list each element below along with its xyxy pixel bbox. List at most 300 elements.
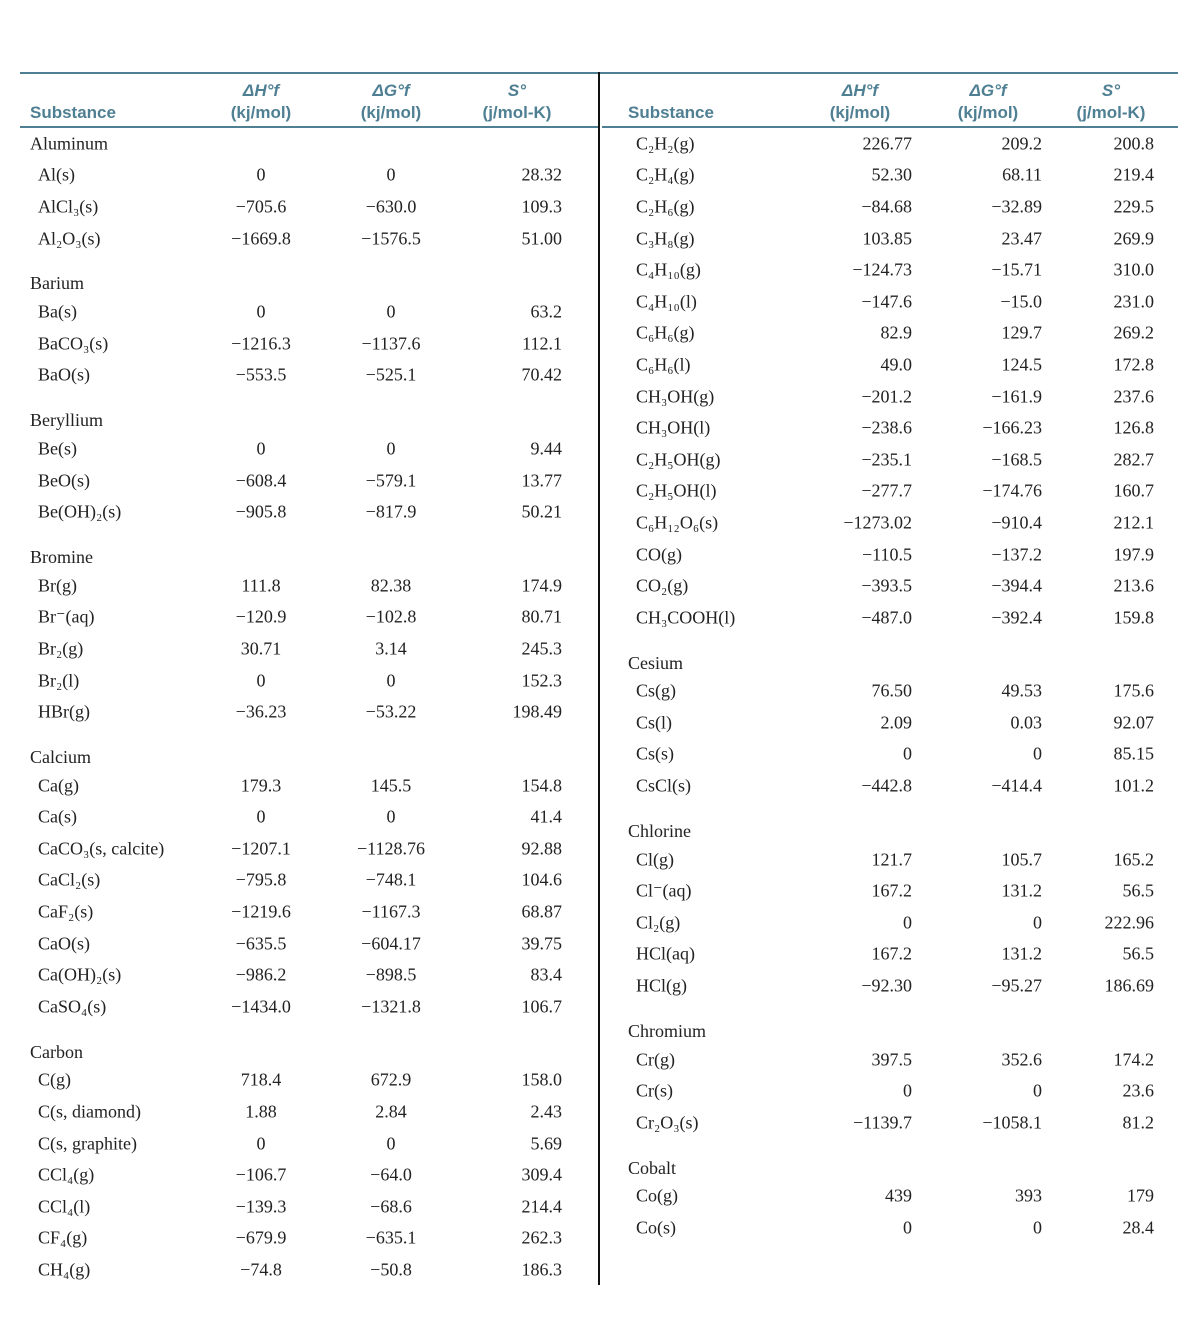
enthalpy-cell: −1216.3 [231,333,291,354]
gibbs-cell: −1167.3 [361,901,421,922]
enthalpy-cell: −795.8 [235,869,287,890]
table-row [602,907,1178,939]
gibbs-cell: −168.5 [991,449,1042,470]
substance-cell: CO₂(g) [636,575,689,596]
enthalpy-cell: −1273.02 [843,512,912,533]
gibbs-cell: 3.14 [375,638,407,659]
table-row [602,444,1178,476]
gibbs-cell: −50.8 [370,1259,412,1280]
substance-cell: C₂H₆(g) [636,196,695,217]
group-heading [20,391,598,433]
gibbs-cell: 0 [386,164,396,185]
entropy-cell: 214.4 [521,1196,562,1217]
entropy-cell: 231.0 [1113,291,1154,312]
table-row [602,844,1178,876]
table-row [602,970,1178,1002]
entropy-cell: 85.15 [1113,743,1154,764]
table-row [602,412,1178,444]
entropy-cell: 222.96 [1104,912,1154,933]
gibbs-cell: −817.9 [365,501,417,522]
enthalpy-cell: 2.09 [880,712,912,733]
table-row [602,1212,1178,1244]
table-row [602,128,1178,160]
header-s [472,80,562,124]
gibbs-cell: 0 [1033,1217,1042,1238]
substance-cell: CaCl₂(s) [38,869,101,890]
substance-cell: HBr(g) [38,701,90,722]
gibbs-cell: 129.7 [1001,322,1042,343]
entropy-cell: 56.5 [1122,880,1154,901]
enthalpy-cell: −92.30 [861,975,912,996]
substance-cell: CH₃OH(g) [636,386,715,407]
table-row [602,1107,1178,1139]
entropy-cell: 213.6 [1113,575,1154,596]
entropy-cell: 23.6 [1122,1080,1154,1101]
table-row [602,939,1178,971]
entropy-cell: 63.2 [530,301,562,322]
table-row [20,1159,598,1191]
table-row [602,1181,1178,1213]
substance-cell: Cr(s) [636,1080,673,1101]
group-heading [602,634,1178,676]
entropy-cell: 104.6 [521,869,562,890]
entropy-cell: 200.8 [1113,133,1154,154]
entropy-cell: 13.77 [521,470,562,491]
gibbs-cell: −1128.76 [357,838,425,859]
entropy-cell: 229.5 [1113,196,1154,217]
entropy-cell: 309.4 [521,1164,562,1185]
gibbs-cell: −579.1 [365,470,417,491]
gibbs-cell: −166.23 [982,417,1042,438]
table-row [602,770,1178,802]
gibbs-cell: −102.8 [365,606,417,627]
substance-cell: C₂H₂(g) [636,133,695,154]
entropy-cell: 269.9 [1113,228,1154,249]
gibbs-cell: −68.6 [370,1196,412,1217]
gibbs-cell: −635.1 [365,1227,417,1248]
gibbs-cell: −910.4 [991,512,1042,533]
gibbs-cell: −1137.6 [361,333,421,354]
substance-cell: C(s, graphite) [38,1133,137,1154]
substance-cell: CaF₂(s) [38,901,94,922]
enthalpy-cell: −74.8 [240,1259,282,1280]
gibbs-cell: −161.9 [991,386,1042,407]
table-row [20,1191,598,1223]
substance-cell: Cs(l) [636,712,672,733]
group-heading-label: Bromine [30,546,93,567]
group-heading-label: Cesium [628,652,684,673]
entropy-cell: 81.2 [1122,1112,1154,1133]
header-dg-unit: (kj/mol) [957,103,1019,122]
table-row [602,707,1178,739]
gibbs-cell: 23.47 [1001,228,1042,249]
gibbs-cell: −32.89 [991,196,1042,217]
substance-cell: BaCO₃(s) [38,333,109,354]
enthalpy-cell: 52.30 [871,164,912,185]
substance-cell: C₆H₆(g) [636,322,695,343]
enthalpy-cell: −905.8 [235,501,287,522]
entropy-cell: 152.3 [521,670,562,691]
enthalpy-cell: 0 [256,670,266,691]
substance-cell: Ba(s) [38,301,77,322]
substance-cell: CH₃OH(l) [636,417,711,438]
table-row [20,833,598,865]
substance-cell: C₂H₅OH(g) [636,449,721,470]
group-heading-label: Calcium [30,746,91,767]
enthalpy-cell: 718.4 [240,1069,282,1090]
entropy-cell: 80.71 [521,606,562,627]
group-heading [20,728,598,770]
enthalpy-cell: −705.6 [235,196,287,217]
group-heading-label: Barium [30,273,84,294]
group-heading [20,528,598,570]
table-row [20,1128,598,1160]
header-dg [340,80,442,124]
entropy-cell: 101.2 [1113,775,1154,796]
entropy-cell: 39.75 [521,933,562,954]
gibbs-cell: 0 [386,301,396,322]
enthalpy-cell: −235.1 [861,449,912,470]
gibbs-cell: 105.7 [1001,849,1042,870]
group-heading [602,802,1178,844]
substance-cell: Br₂(l) [38,670,80,691]
enthalpy-cell: −679.9 [235,1227,287,1248]
substance-cell: C₆H₁₂O₆(s) [636,512,719,533]
table-row [602,539,1178,571]
gibbs-cell: 352.6 [1001,1049,1042,1070]
entropy-cell: 282.7 [1113,449,1154,470]
header-s-unit: (j/mol-K) [1076,103,1146,122]
header-dg-unit: (kj/mol) [360,103,422,122]
header-s [1068,80,1154,124]
entropy-cell: 219.4 [1113,164,1154,185]
substance-cell: Br⁻(aq) [38,606,95,627]
entropy-cell: 68.87 [521,901,562,922]
group-heading-label: Cobalt [628,1157,676,1178]
enthalpy-cell: −110.5 [862,544,912,565]
table-row [20,1254,598,1286]
entropy-cell: 174.2 [1113,1049,1154,1070]
gibbs-cell: 0 [1033,1080,1042,1101]
substance-cell: Cr₂O₃(s) [636,1112,699,1133]
substance-cell: Ca(s) [38,806,77,827]
substance-cell: Cs(s) [636,743,675,764]
table-row [20,802,598,834]
substance-cell: Cl(g) [636,849,674,870]
enthalpy-cell: 0 [256,806,266,827]
entropy-cell: 92.88 [521,838,562,859]
substance-cell: Cs(g) [636,680,676,701]
header-substance: Substance [628,103,714,122]
gibbs-cell: −53.22 [365,701,417,722]
entropy-cell: 41.4 [530,806,562,827]
substance-cell: C₆H₆(l) [636,354,691,375]
gibbs-cell: 131.2 [1001,943,1042,964]
table-row [602,476,1178,508]
entropy-cell: 165.2 [1113,849,1154,870]
gibbs-cell: −1058.1 [982,1112,1042,1133]
enthalpy-cell: −1434.0 [231,996,291,1017]
enthalpy-cell: −124.73 [852,259,912,280]
gibbs-cell: 124.5 [1001,354,1042,375]
enthalpy-cell: −487.0 [861,607,912,628]
header-s-symbol: S° [507,81,527,100]
gibbs-cell: 0 [386,806,396,827]
substance-cell: Br₂(g) [38,638,84,659]
enthalpy-cell: 49.0 [880,354,912,375]
substance-cell: C₄H₁₀(g) [636,259,701,280]
enthalpy-cell: −986.2 [235,964,287,985]
gibbs-cell: −95.27 [991,975,1042,996]
substance-cell: CH₄(g) [38,1259,91,1280]
substance-cell: Be(s) [38,438,77,459]
substance-cell: Co(s) [636,1217,676,1238]
group-heading [20,1023,598,1065]
entropy-cell: 112.1 [522,333,562,354]
enthalpy-cell: 0 [903,743,912,764]
substance-cell: C(s, diamond) [38,1101,141,1122]
gibbs-cell: 0 [386,670,396,691]
header-substance: Substance [30,103,116,122]
header-dh-symbol: ΔH°f [841,81,879,100]
substance-cell: CO(g) [636,544,682,565]
enthalpy-cell: −139.3 [235,1196,287,1217]
table-row [20,665,598,697]
group-heading [602,1139,1178,1181]
entropy-cell: 269.2 [1113,322,1154,343]
enthalpy-cell: −553.5 [235,364,287,385]
gibbs-cell: 82.38 [370,575,412,596]
table-row [20,865,598,897]
header-row [20,72,598,128]
gibbs-cell: −748.1 [365,869,417,890]
enthalpy-cell: 30.71 [240,638,282,659]
substance-cell: BaO(s) [38,364,90,385]
header-dg-symbol: ΔG°f [372,81,410,100]
table-row [20,160,598,192]
enthalpy-cell: −608.4 [235,470,287,491]
gibbs-cell: −525.1 [365,364,417,385]
enthalpy-cell: −147.6 [861,291,912,312]
table-row [20,696,598,728]
entropy-cell: 92.07 [1113,712,1154,733]
enthalpy-cell: 103.85 [862,228,912,249]
gibbs-cell: 0 [1033,743,1042,764]
table-row [602,286,1178,318]
table-row [20,433,598,465]
substance-cell: Br(g) [38,575,77,596]
substance-cell: Al₂O₃(s) [38,228,101,249]
substance-cell: HCl(aq) [636,943,695,964]
enthalpy-cell: 0 [256,301,266,322]
table-row [20,328,598,360]
entropy-cell: 172.8 [1113,354,1154,375]
entropy-cell: 9.44 [530,438,562,459]
enthalpy-cell: −1669.8 [231,228,291,249]
gibbs-cell: −392.4 [991,607,1042,628]
gibbs-cell: −15.0 [1000,291,1042,312]
table-row [602,223,1178,255]
group-heading-label: Chlorine [628,820,691,841]
group-heading [602,1002,1178,1044]
gibbs-cell: −394.4 [991,575,1042,596]
header-dh-unit: (kj/mol) [230,103,292,122]
gibbs-cell: 131.2 [1001,880,1042,901]
entropy-cell: 160.7 [1113,480,1154,501]
entropy-cell: 245.3 [521,638,562,659]
gibbs-cell: −630.0 [365,196,417,217]
table-row [20,496,598,528]
enthalpy-cell: −277.7 [861,480,912,501]
table-row [602,349,1178,381]
group-heading-label: Chromium [628,1020,707,1041]
table-row [20,896,598,928]
column-divider [598,72,600,1285]
enthalpy-cell: 439 [885,1185,912,1206]
table-row [602,254,1178,286]
substance-cell: C₃H₈(g) [636,228,695,249]
header-s-symbol: S° [1101,81,1121,100]
table-row [20,991,598,1023]
table-row [602,1075,1178,1107]
substance-cell: Cr(g) [636,1049,675,1070]
substance-cell: HCl(g) [636,975,687,996]
substance-cell: CCl₄(g) [38,1164,95,1185]
table-row [20,770,598,802]
substance-cell: CF₄(g) [38,1227,88,1248]
header-row [602,72,1178,128]
table-row [20,928,598,960]
entropy-cell: 28.32 [521,164,562,185]
substance-cell: CsCl(s) [636,775,692,796]
enthalpy-cell: 0 [903,912,912,933]
substance-cell: Co(g) [636,1185,678,1206]
table-row [602,318,1178,350]
entropy-cell: 262.3 [521,1227,562,1248]
gibbs-cell: −898.5 [365,964,417,985]
group-heading [20,254,598,296]
header-dg-symbol: ΔG°f [969,81,1007,100]
enthalpy-cell: −120.9 [235,606,287,627]
enthalpy-cell: −84.68 [861,196,912,217]
enthalpy-cell: 179.3 [240,775,282,796]
group-heading-label: Carbon [30,1041,83,1062]
table-row [602,191,1178,223]
gibbs-cell: −1321.8 [361,996,421,1017]
entropy-cell: 50.21 [521,501,562,522]
enthalpy-cell: −1219.6 [231,901,291,922]
header-dh [210,80,312,124]
substance-cell: Cl₂(g) [636,912,681,933]
entropy-cell: 56.5 [1122,943,1154,964]
enthalpy-cell: 167.2 [871,943,912,964]
substance-cell: BeO(s) [38,470,90,491]
enthalpy-cell: 0 [256,1133,266,1154]
gibbs-cell: 0 [386,438,396,459]
entropy-cell: 175.6 [1113,680,1154,701]
entropy-cell: 2.43 [530,1101,562,1122]
substance-cell: C₄H₁₀(l) [636,291,697,312]
gibbs-cell: −174.76 [982,480,1042,501]
gibbs-cell: 0 [386,1133,396,1154]
enthalpy-cell: −201.2 [861,386,912,407]
substance-cell: CaO(s) [38,933,90,954]
enthalpy-cell: 82.9 [880,322,912,343]
header-dh-unit: (kj/mol) [829,103,891,122]
entropy-cell: 197.9 [1113,544,1154,565]
entropy-cell: 158.0 [521,1069,562,1090]
gibbs-cell: −414.4 [991,775,1042,796]
header-dh [808,80,912,124]
enthalpy-cell: 121.7 [871,849,912,870]
entropy-cell: 186.69 [1104,975,1154,996]
enthalpy-cell: −1139.7 [853,1112,912,1133]
table-row [20,633,598,665]
entropy-cell: 106.7 [521,996,562,1017]
gibbs-cell: 0 [1033,912,1042,933]
table-row [602,507,1178,539]
substance-cell: Be(OH)₂(s) [38,501,122,522]
table-row [602,739,1178,771]
group-heading [20,128,598,160]
enthalpy-cell: −1207.1 [231,838,291,859]
enthalpy-cell: 0 [903,1080,912,1101]
substance-cell: CaSO₄(s) [38,996,107,1017]
table-row [602,676,1178,708]
gibbs-cell: 68.11 [1002,164,1042,185]
enthalpy-cell: −36.23 [235,701,287,722]
header-dh-symbol: ΔH°f [242,81,280,100]
entropy-cell: 70.42 [521,364,562,385]
gibbs-cell: −1576.5 [361,228,421,249]
substance-cell: CCl₄(l) [38,1196,91,1217]
gibbs-cell: 49.53 [1001,680,1042,701]
enthalpy-cell: 397.5 [871,1049,912,1070]
group-heading-label: Aluminum [30,133,109,154]
substance-cell: Al(s) [38,164,75,185]
gibbs-cell: 672.9 [370,1069,412,1090]
entropy-cell: 179 [1127,1185,1154,1206]
entropy-cell: 109.3 [521,196,562,217]
enthalpy-cell: 1.88 [245,1101,277,1122]
table-row [20,602,598,634]
table-row [20,1065,598,1097]
enthalpy-cell: 111.8 [241,575,281,596]
enthalpy-cell: −238.6 [861,417,912,438]
table-row [20,465,598,497]
table-row [602,381,1178,413]
gibbs-cell: 145.5 [370,775,412,796]
table-row [20,360,598,392]
thermo-data-table [20,72,1178,1285]
table-row [20,1223,598,1255]
substance-cell: Ca(OH)₂(s) [38,964,122,985]
table-row [602,1044,1178,1076]
header-s-unit: (j/mol-K) [482,103,552,122]
table-row [602,875,1178,907]
enthalpy-cell: 0 [903,1217,912,1238]
right-half [602,72,1178,1244]
entropy-cell: 51.00 [521,228,562,249]
table-row [20,959,598,991]
left-rows [20,128,598,1286]
entropy-cell: 159.8 [1113,607,1154,628]
entropy-cell: 83.4 [530,964,562,985]
enthalpy-cell: −442.8 [861,775,912,796]
enthalpy-cell: −393.5 [861,575,912,596]
enthalpy-cell: 226.77 [862,133,912,154]
entropy-cell: 237.6 [1113,386,1154,407]
